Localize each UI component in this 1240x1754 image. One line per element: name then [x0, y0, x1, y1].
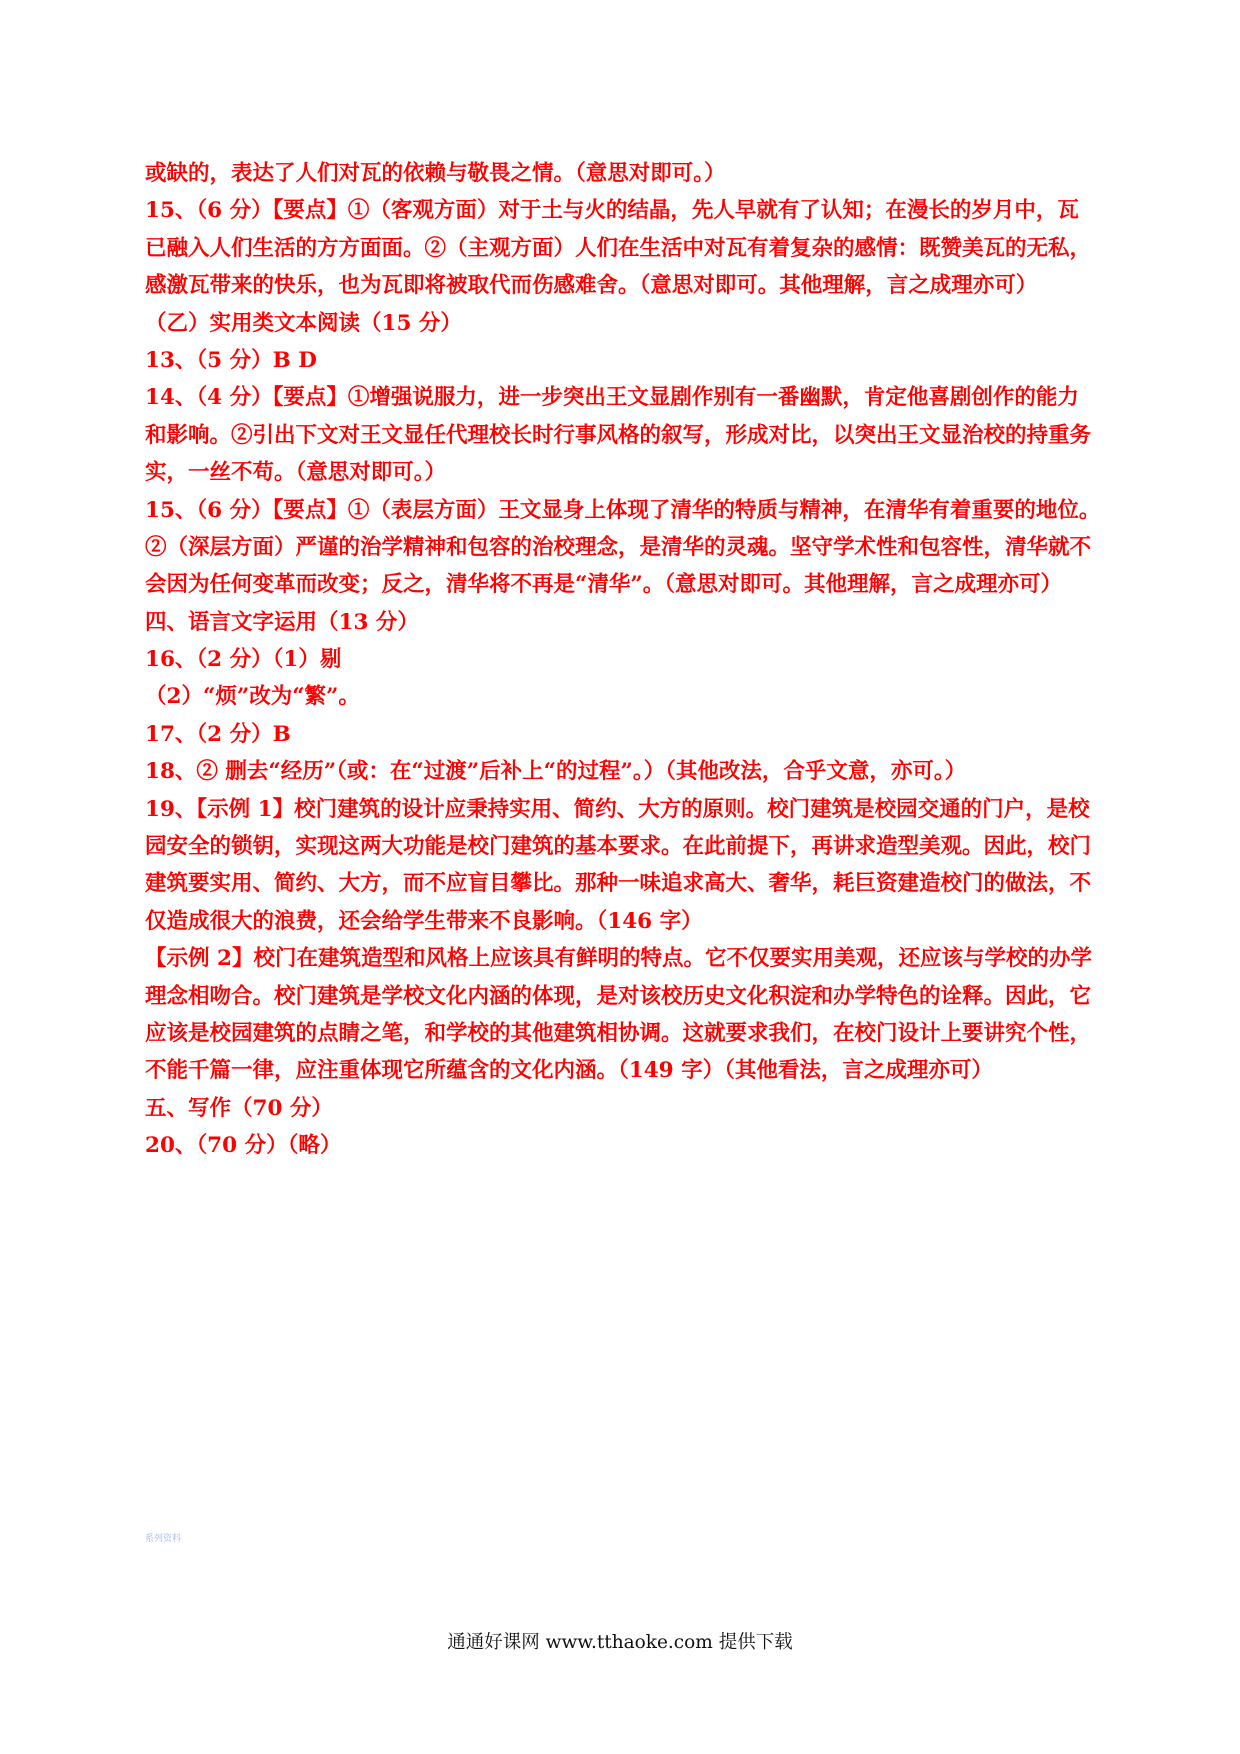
answer-line: 15、（6 分）【要点】①（表层方面）王文显身上体现了清华的特质与精神，在清华有着重要的地位。 — [145, 497, 1101, 523]
answer-line: 理念相吻合。校门建筑是学校文化内涵的体现，是对该校历史文化积淀和办学特色的诠释。因此，它 — [145, 983, 1092, 1009]
section-heading: （乙）实用类文本阅读（15 分） — [145, 310, 462, 336]
section-heading: 五、写作（70 分） — [145, 1095, 333, 1121]
answer-line: 13、（5 分）B D — [145, 347, 317, 373]
answer-line: 仅造成很大的浪费，还会给学生带来不良影响。（146 字） — [145, 908, 703, 934]
answer-line: 20、（70 分）（略） — [145, 1133, 342, 1159]
answer-line: 不能千篇一律，应注重体现它所蕴含的文化内涵。（149 字）（其他看法，言之成理亦可） — [145, 1058, 993, 1084]
answer-line: 或缺的，表达了人们对瓦的依赖与敬畏之情。（意思对即可。） — [145, 161, 726, 186]
answer-line: 实，一丝不苟。（意思对即可。） — [145, 460, 447, 486]
answer-line: （2）“烦”改为“繁”。 — [145, 684, 360, 710]
answer-line: 14、（4 分）【要点】①增强说服力，进一步突出王文显剧作别有一番幽默，肯定他喜剧创作的能力 — [145, 385, 1079, 411]
answer-line: 【示例 2】校门在建筑造型和风格上应该具有鲜明的特点。它不仅要实用美观，还应该与学校的办学 — [145, 946, 1092, 972]
answer-line: 已融入人们生活的方方面面。②（主观方面）人们在生活中对瓦有着复杂的感情：既赞美瓦的无私， — [145, 235, 1092, 261]
answer-line: 19、【示例 1】校门建筑的设计应秉持实用、简约、大方的原则。校门建筑是校园交通的门户，是校 — [145, 796, 1090, 822]
answer-line: 应该是校园建筑的点睛之笔，和学校的其他建筑相协调。这就要求我们，在校门设计上要讲究个性， — [145, 1020, 1092, 1046]
page-footer: 通通好课网 www.tthaoke.com 提供下载 — [447, 1632, 793, 1653]
answer-line: 16、（2 分）（1）剔 — [145, 647, 342, 673]
answer-line: 园安全的锁钥，实现这两大功能是校门建筑的基本要求。在此前提下，再讲求造型美观。因此，校门 — [145, 834, 1092, 860]
answer-line: 18、② 删去“经历”（或：在“过渡”后补上“的过程”。）（其他改法，合乎文意，亦可。） — [145, 759, 967, 785]
footer-small-note: 系列资料 — [145, 1534, 182, 1544]
answer-line: 感激瓦带来的快乐，也为瓦即将被取代而伤感难舍。（意思对即可。其他理解，言之成理亦可） — [145, 273, 1038, 299]
answer-line: 17、（2 分）B — [145, 721, 291, 747]
answer-line: ②（深层方面）严谨的治学精神和包容的治校理念，是清华的灵魂。坚守学术性和包容性，清华就不 — [145, 534, 1092, 560]
answer-line: 建筑要实用、简约、大方，而不应盲目攀比。那种一味追求高大、奢华，耗巨资建造校门的做法，不 — [145, 871, 1092, 897]
answer-line: 会因为任何变革而改变；反之，清华将不再是“清华”。（意思对即可。其他理解，言之成理亦可） — [145, 572, 1062, 598]
answer-line: 15、（6 分）【要点】①（客观方面）对于土与火的结晶，先人早就有了认知；在漫长的岁月中，瓦 — [145, 198, 1079, 224]
section-heading: 四、语言文字运用（13 分） — [145, 609, 419, 635]
answer-line: 和影响。②引出下文对王文显任代理校长时行事风格的叙写，形成对比，以突出王文显治校的持重务 — [145, 422, 1092, 448]
answer-content — [145, 155, 1105, 1165]
